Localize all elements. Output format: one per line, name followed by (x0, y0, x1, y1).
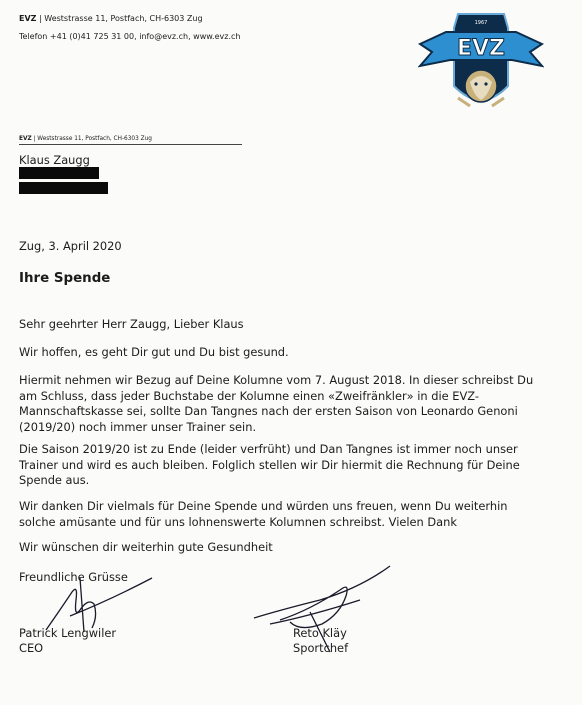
evz-logo (418, 6, 544, 118)
paragraph-line: (2019/20) noch immer unser Trainer sein. (19, 419, 257, 434)
paragraph-3 (19, 442, 564, 489)
paragraph-2 (19, 373, 564, 435)
sender-separator: | (33, 136, 36, 142)
letterhead-address: Weststrasse 11, Postfach, CH-6303 Zug (44, 14, 203, 23)
recipient-name: Klaus Zaugg (19, 153, 90, 167)
paragraph-1 (19, 345, 564, 361)
letterhead-separator: | (39, 14, 42, 23)
salutation: Sehr geehrter Herr Zaugg, Lieber Klaus (19, 317, 244, 331)
letterhead-company: EVZ (19, 14, 37, 23)
redacted-address-line-2 (19, 182, 108, 194)
letterhead-address-line (19, 13, 203, 24)
signatory-2-role: Sportchef (293, 641, 349, 655)
sender-line (19, 136, 152, 143)
paragraph-line: Hiermit nehmen wir Bezug auf Deine Kolumne vom 7. August 2018. In dieser schreibst Du (19, 373, 534, 387)
paragraph-line: Wir danken Dir vielmals für Deine Spende und würden uns freuen, wenn Du weiterhin (19, 499, 508, 513)
logo-text: EVZ (456, 36, 506, 61)
redacted-address-line-1 (19, 167, 99, 179)
letter-date: Zug, 3. April 2020 (19, 239, 122, 253)
paragraph-line: Mannschaftskasse sei, sollte Dan Tangnes nach der ersten Saison von Leonardo Genoni (19, 404, 518, 419)
sender-company: EVZ (19, 136, 32, 142)
paragraph-line: Wir hoffen, es geht Dir gut und Du bist gesund. (19, 345, 289, 359)
logo-year: 1967 (474, 20, 488, 26)
letter-subject: Ihre Spende (19, 271, 111, 286)
sender-address: Weststrasse 11, Postfach, CH-6303 Zug (37, 136, 152, 142)
paragraph-line: am Schluss, dass jeder Buchstabe der Kolumne einen «Zweifränkler» in die EVZ- (19, 388, 479, 403)
signatory-1-name: Patrick Lengwiler (19, 626, 117, 640)
closing: Freundliche Grüsse (19, 570, 128, 584)
letterhead-contact: Telefon +41 (0)41 725 31 00, info@evz.ch, www.evz.ch (19, 32, 241, 41)
sender-divider (19, 144, 242, 145)
paragraph-4 (19, 499, 564, 530)
signatory-2-name: Reto Kläy (293, 626, 347, 640)
paragraph-line: Die Saison 2019/20 ist zu Ende (leider verfrüht) und Dan Tangnes ist immer noch unser (19, 442, 518, 456)
paragraph-line: Trainer und wird es auch bleiben. Folglich stellen wir Dir hiermit die Rechnung für Deine (19, 457, 520, 472)
paragraph-line: solche amüsante und für uns lohnenswerte Kolumnen schreibst. Vielen Dank (19, 514, 457, 529)
paragraph-line: Wir wünschen dir weiterhin gute Gesundheit (19, 540, 273, 554)
paragraph-5 (19, 540, 564, 556)
signatory-1-role: CEO (19, 641, 44, 655)
paragraph-line: Spende aus. (19, 473, 90, 488)
